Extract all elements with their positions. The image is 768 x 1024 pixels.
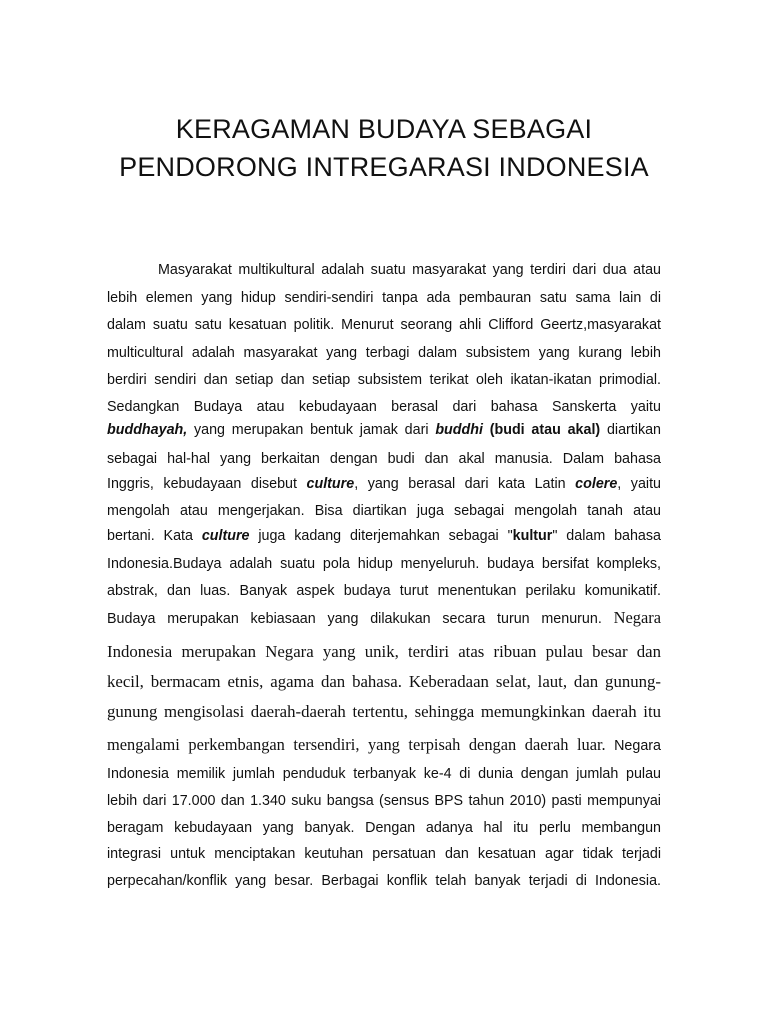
paragraph-line: Sedangkan Budaya atau kebudayaan berasal dari bahasa Sanskerta yaitu: [107, 399, 661, 415]
text-segment: Negara: [601, 608, 661, 627]
paragraph-line: lebih dari 17.000 dan 1.340 suku bangsa (sensus BPS tahun 2010) pasti mempunyai: [107, 793, 661, 809]
term-buddhayah: buddhayah,: [107, 422, 188, 438]
paragraph-line: mengolah atau mengerjakan. Bisa diartikan juga sebagai mengolah tanah atau: [107, 503, 661, 519]
paragraph-line: Masyarakat multikultural adalah suatu masyarakat yang terdiri dari dua atau: [158, 262, 661, 278]
paragraph-line: kecil, bermacam etnis, agama dan bahasa. Keberadaan selat, laut, dan gunung-: [107, 672, 661, 691]
term-culture: culture: [306, 476, 355, 492]
text-segment: Budaya merupakan kebiasaan yang dilakukan secara turun menurun.: [107, 611, 602, 627]
text-segment: Negara: [605, 738, 661, 754]
paragraph-line: lebih elemen yang hidup sendiri-sendiri tanpa ada pembauran satu sama lain di: [107, 290, 661, 306]
paragraph-line: dalam suatu satu kesatuan politik. Menurut seorang ahli Clifford Geertz,masyarakat: [107, 317, 661, 333]
paragraph-line: [107, 476, 661, 492]
paragraph-line: abstrak, dan luas. Banyak aspek budaya turut menentukan perilaku komunikatif.: [107, 583, 661, 599]
text-segment: mengalami perkembangan tersendiri, yang terpisah dengan daerah luar.: [107, 735, 606, 754]
document-title-line-2: PENDORONG INTREGARASI INDONESIA: [119, 152, 649, 182]
text-segment: yang merupakan bentuk jamak dari: [187, 422, 436, 438]
paragraph-line: multicultural adalah masyarakat yang terbagi dalam subsistem yang kurang lebih: [107, 345, 661, 361]
document-title-line-1: KERAGAMAN BUDAYA SEBAGAI: [175, 114, 593, 144]
term-kultur: kultur: [512, 528, 553, 544]
paragraph-line: Indonesia memilik jumlah penduduk terbanyak ke-4 di dunia dengan jumlah pulau: [107, 766, 661, 782]
paragraph-line: Indonesia merupakan Negara yang unik, terdiri atas ribuan pulau besar dan: [107, 642, 661, 661]
text-segment: juga kadang diterjemahkan sebagai ": [249, 528, 513, 544]
paragraph-line: integrasi untuk menciptakan keutuhan persatuan dan kesatuan agar tidak terjadi: [107, 846, 661, 862]
paragraph-line: [107, 422, 661, 438]
paragraph-line: sebagai hal-hal yang berkaitan dengan budi dan akal manusia. Dalam bahasa: [107, 451, 661, 467]
text-segment: Inggris, kebudayaan disebut: [107, 476, 307, 492]
term-colere: colere: [575, 476, 618, 492]
text-segment: " dalam bahasa: [552, 528, 661, 544]
term-budi-atau-akal: (budi atau akal): [482, 422, 601, 438]
paragraph-line: beragam kebudayaan yang banyak. Dengan adanya hal itu perlu membangun: [107, 820, 661, 836]
paragraph-line: [107, 608, 661, 628]
paragraph-line: perpecahan/konflik yang besar. Berbagai konflik telah banyak terjadi di Indonesia.: [107, 873, 661, 889]
term-culture: culture: [201, 528, 250, 544]
text-segment: , yang berasal dari kata Latin: [354, 476, 576, 492]
paragraph-line: [107, 528, 661, 544]
paragraph-line: gunung mengisolasi daerah-daerah tertentu, sehingga memungkinkan daerah itu: [107, 702, 661, 721]
paragraph-line: Indonesia.Budaya adalah suatu pola hidup menyeluruh. budaya bersifat kompleks,: [107, 556, 661, 572]
paragraph-line: berdiri sendiri dan setiap dan setiap subsistem terikat oleh ikatan-ikatan primodial.: [107, 372, 661, 388]
term-buddhi: buddhi: [435, 422, 483, 438]
text-segment: , yaitu: [617, 476, 661, 492]
paragraph-line: [107, 735, 661, 755]
text-segment: diartikan: [600, 422, 661, 438]
text-segment: bertani. Kata: [107, 528, 202, 544]
